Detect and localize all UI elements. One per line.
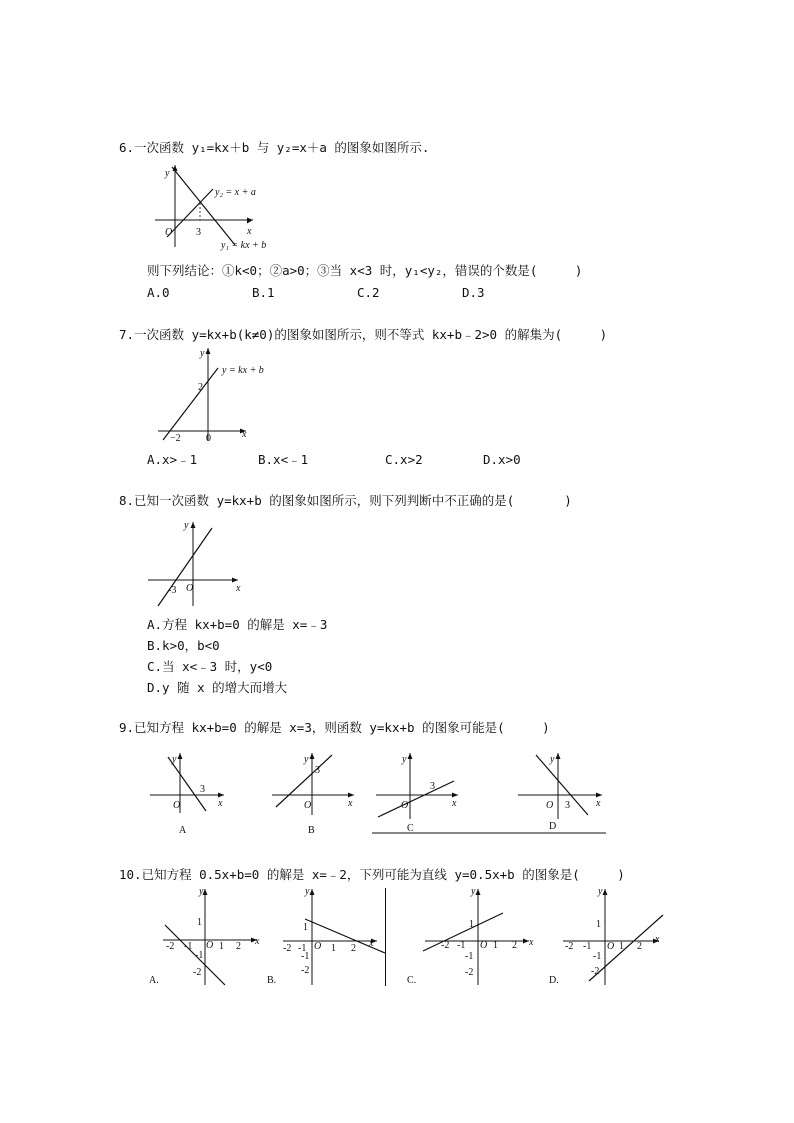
svg-text:3: 3 [565, 800, 570, 811]
q8-x-label: x [236, 583, 241, 594]
q7-line-label: y = kx + b [222, 365, 264, 376]
svg-text:O: O [546, 800, 554, 811]
svg-text:O: O [401, 800, 409, 811]
svg-text:y: y [199, 886, 204, 897]
svg-text:2: 2 [512, 940, 517, 951]
q10-label-d: D. [549, 975, 559, 986]
q9-label-b: B [308, 825, 315, 836]
q7-y-label: y [200, 348, 205, 359]
svg-text:-2: -2 [465, 967, 474, 978]
svg-text:O: O [314, 941, 322, 952]
svg-text:x: x [369, 938, 374, 949]
svg-text:-1: -1 [583, 941, 592, 952]
q6-y1-label: y₁ = kx + b [221, 240, 267, 251]
q10-vertical-divider [385, 888, 386, 986]
svg-text:-2: -2 [591, 966, 600, 977]
svg-text:-1: -1 [593, 951, 602, 962]
svg-text:O: O [206, 940, 214, 951]
q9-label-c: C [407, 823, 414, 834]
svg-text:y: y [471, 886, 476, 897]
svg-text:-2: -2 [193, 967, 202, 978]
svg-text:y: y [550, 754, 555, 765]
q6-conclusion: 则下列结论：①k<0；②a>0；③当 x<3 时，y₁<y₂，错误的个数是( ) [147, 263, 583, 278]
q7-tick-neg2: −2 [170, 433, 181, 444]
q7-line [163, 368, 218, 440]
q9d-line [536, 755, 588, 815]
q6-y-label: y [165, 168, 170, 179]
svg-text:1: 1 [493, 940, 498, 951]
q8-stem: 8.已知一次函数 y=kx+b 的图象如图所示，则下列判断中不正确的是( ) [119, 493, 572, 508]
q10-label-a: A. [149, 975, 159, 986]
svg-text:-2: -2 [441, 940, 450, 951]
svg-text:y: y [305, 886, 310, 897]
q7-option-b: B.x<﹣1 [258, 452, 309, 467]
q6-line-y2 [167, 189, 213, 237]
q7-figure [158, 348, 264, 444]
svg-text:1: 1 [596, 919, 601, 930]
svg-text:x: x [348, 798, 353, 809]
svg-text:O: O [607, 941, 615, 952]
q6-option-b: B.1 [252, 285, 275, 300]
q6-stem: 6.一次函数 y₁=kx＋b 与 y₂=x＋a 的图象如图所示. [119, 140, 430, 155]
q8-figure [148, 518, 248, 608]
q10-figure-a [145, 885, 265, 990]
svg-text:x: x [529, 937, 534, 948]
svg-text:3: 3 [315, 765, 320, 776]
q7-option-a: A.x>﹣1 [147, 452, 198, 467]
q6-option-a: A.0 [147, 285, 170, 300]
q10-stem: 10.已知方程 0.5x+b=0 的解是 x=﹣2，下列可能为直线 y=0.5x+b 的图象是( ) [119, 867, 625, 882]
q8-origin: O [186, 583, 194, 594]
q8-option-a: A.方程 kx+b=0 的解是 x=﹣3 [147, 617, 328, 632]
q9-figure-b [272, 753, 357, 838]
svg-text:x: x [655, 934, 660, 945]
svg-text:-1: -1 [298, 943, 307, 954]
q9-stem: 9.已知方程 kx+b=0 的解是 x=3，则函数 y=kx+b 的图象可能是( ) [119, 720, 550, 735]
q9-figure-d [518, 753, 608, 833]
svg-text:y: y [172, 754, 177, 765]
svg-text:-1: -1 [301, 951, 310, 962]
svg-text:-1: -1 [457, 940, 466, 951]
q7-x-label: x [242, 429, 247, 440]
q9-label-d: D [549, 821, 557, 832]
q8-line [158, 528, 212, 606]
svg-text:2: 2 [236, 941, 241, 952]
svg-text:O: O [480, 940, 488, 951]
svg-text:-2: -2 [301, 965, 310, 976]
q10-figure-b [265, 885, 390, 990]
q7-option-c: C.x>2 [385, 452, 423, 467]
svg-text:-1: -1 [195, 950, 204, 961]
q8-y-label: y [184, 520, 189, 531]
q7-stem: 7.一次函数 y=kx+b(k≠0)的图象如图所示，则不等式 kx+b﹣2>0 的解集为( ) [119, 327, 608, 342]
svg-text:-1: -1 [184, 941, 193, 952]
q7-option-d: D.x>0 [483, 452, 521, 467]
q9-label-a: A [179, 825, 187, 836]
q6-x-label: x [247, 226, 252, 237]
q8-option-d: D.y 随 x 的增大而增大 [147, 680, 288, 695]
svg-text:-2: -2 [166, 941, 175, 952]
q7-tick-0: 0 [206, 433, 211, 444]
svg-text:1: 1 [331, 943, 336, 954]
q10-label-b: B. [267, 975, 277, 986]
q6-line-y1 [172, 167, 235, 245]
q7-tick-2: 2 [198, 382, 203, 393]
q8-tick-neg3: -3 [168, 585, 177, 596]
q6-option-c: C.2 [357, 285, 380, 300]
q10-label-c: C. [407, 975, 417, 986]
svg-text:x: x [452, 798, 457, 809]
q9-figure-a [150, 753, 230, 838]
svg-text:-2: -2 [565, 941, 574, 952]
q6-tick-3: 3 [196, 227, 201, 238]
svg-text:x: x [218, 798, 223, 809]
svg-text:1: 1 [197, 917, 202, 928]
svg-text:1: 1 [219, 941, 224, 952]
svg-text:3: 3 [200, 784, 205, 795]
svg-text:-1: -1 [465, 951, 474, 962]
svg-text:-2: -2 [283, 943, 292, 954]
svg-text:y: y [402, 754, 407, 765]
q8-option-c: C.当 x<﹣3 时，y<0 [147, 659, 273, 674]
svg-text:O: O [304, 800, 312, 811]
svg-text:y: y [598, 886, 603, 897]
q10-figure-d [545, 885, 670, 990]
svg-text:1: 1 [469, 919, 474, 930]
svg-text:2: 2 [351, 943, 356, 954]
svg-text:2: 2 [637, 941, 642, 952]
q6-y2-label: y₂ = x + a [215, 187, 256, 198]
q10-figure-c [405, 885, 535, 990]
svg-text:1: 1 [303, 922, 308, 933]
svg-text:y: y [304, 754, 309, 765]
svg-text:O: O [173, 800, 181, 811]
svg-text:x: x [255, 936, 260, 947]
svg-text:x: x [596, 798, 601, 809]
q8-option-b: B.k>0，b<0 [147, 638, 220, 653]
svg-text:1: 1 [619, 941, 624, 952]
q6-origin: O [165, 227, 173, 238]
q6-option-d: D.3 [462, 285, 485, 300]
q9c-line [378, 781, 454, 817]
q6-figure [155, 165, 280, 255]
svg-text:3: 3 [430, 781, 435, 792]
